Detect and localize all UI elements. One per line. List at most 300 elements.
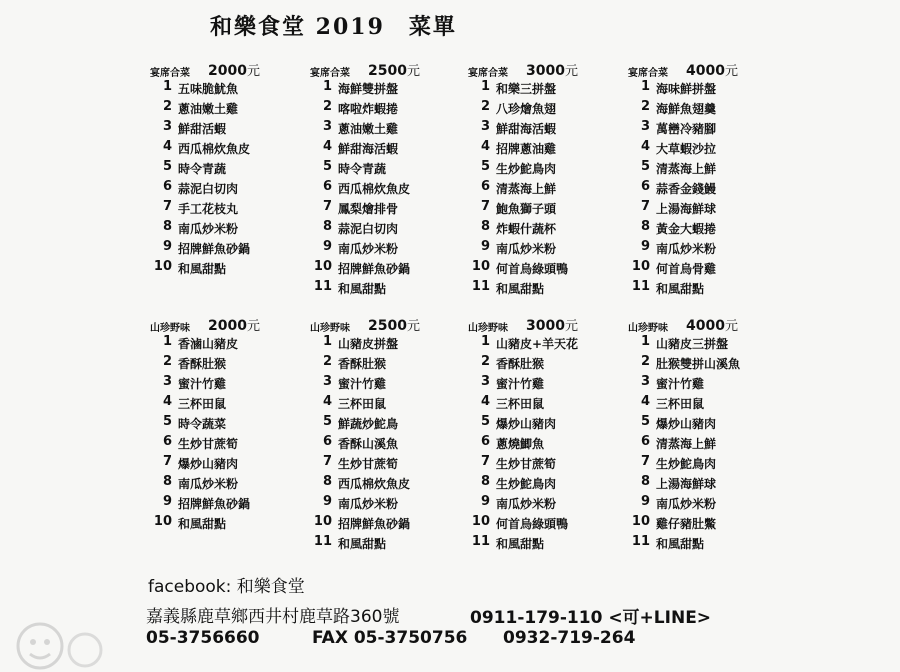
price-value: 2000 [208, 63, 247, 79]
dish-name: 生炒甘蔗筍 [338, 457, 399, 471]
dish-name: 西瓜棉炊魚皮 [178, 142, 251, 156]
item-number: 8 [322, 474, 332, 489]
column-header [310, 60, 480, 79]
price-unit: 元 [724, 64, 738, 79]
menu-item [150, 434, 320, 454]
menu-item [150, 474, 320, 494]
item-number: 8 [322, 219, 332, 234]
dish-name: 生炒鮀鳥肉 [656, 457, 717, 471]
item-number: 2 [322, 99, 332, 114]
menu-item [628, 414, 798, 434]
dish-name: 鮑魚獅子頭 [496, 202, 557, 216]
menu-item [468, 99, 638, 119]
dish-name: 爆炒山豬肉 [496, 417, 557, 431]
dish-name: 和風甜點 [178, 262, 227, 276]
menu-item [150, 494, 320, 514]
menu-item [310, 179, 480, 199]
item-number: 1 [162, 79, 172, 94]
menu-item [310, 199, 480, 219]
dish-name: 鮮甜海活蝦 [496, 122, 557, 136]
dish-name: 五味脆魷魚 [178, 82, 239, 96]
item-number: 3 [480, 119, 490, 134]
menu-item [310, 239, 480, 259]
item-number: 7 [162, 199, 172, 214]
menu-item [150, 79, 320, 99]
item-number: 4 [480, 139, 490, 154]
menu-item [628, 119, 798, 139]
item-number: 4 [480, 394, 490, 409]
menu-item [468, 374, 638, 394]
price-label [526, 315, 578, 334]
dish-name: 南瓜炒米粉 [656, 242, 717, 256]
menu-column [150, 60, 320, 279]
category-label: 宴席合菜 [150, 68, 190, 79]
dish-name: 蜜汁竹雞 [496, 377, 545, 391]
price-unit: 元 [406, 64, 420, 79]
menu-item [310, 354, 480, 374]
item-number: 2 [640, 99, 650, 114]
dish-name: 生炒甘蔗筍 [178, 437, 239, 451]
menu-item [310, 374, 480, 394]
menu-item [150, 514, 320, 534]
item-number: 2 [480, 99, 490, 114]
menu-item [150, 239, 320, 259]
dish-name: 鮮甜活蝦 [178, 122, 227, 136]
telephone: 05-3756660 [146, 628, 260, 648]
item-number: 9 [640, 239, 650, 254]
item-number: 2 [480, 354, 490, 369]
menu-column [468, 315, 638, 554]
menu-item [310, 99, 480, 119]
item-number: 6 [480, 434, 490, 449]
dish-name: 鮮甜海活蝦 [338, 142, 399, 156]
menu-item [628, 534, 798, 554]
item-number: 5 [640, 414, 650, 429]
dish-name: 山豬皮拼盤 [338, 337, 399, 351]
dish-name: 鳳梨燴排骨 [338, 202, 399, 216]
dish-name: 清蒸海上鮮 [656, 162, 717, 176]
item-number: 9 [162, 494, 172, 509]
dish-name: 南瓜炒米粉 [496, 497, 557, 511]
column-header [310, 315, 480, 334]
dish-name: 海鮮魚翅羹 [656, 102, 717, 116]
dish-name: 南瓜炒米粉 [338, 497, 399, 511]
menu-item [628, 219, 798, 239]
menu-item [628, 494, 798, 514]
item-number: 4 [640, 139, 650, 154]
item-number: 1 [480, 334, 490, 349]
dish-name: 蜜汁竹雞 [338, 377, 387, 391]
dish-name: 肚猴雙拼山溪魚 [656, 357, 741, 371]
column-header [628, 60, 798, 79]
item-number: 1 [162, 334, 172, 349]
column-header [150, 315, 320, 334]
dish-name: 黃金大蝦捲 [656, 222, 717, 236]
dish-name: 時令青蔬 [178, 162, 227, 176]
dish-name: 生炒甘蔗筍 [496, 457, 557, 471]
menu-item [628, 474, 798, 494]
item-number: 6 [480, 179, 490, 194]
dish-name: 八珍燴魚翅 [496, 102, 557, 116]
dish-name: 和風甜點 [656, 282, 705, 296]
item-number: 7 [640, 199, 650, 214]
menu-column [468, 60, 638, 299]
item-number: 11 [631, 534, 650, 549]
item-number: 2 [162, 99, 172, 114]
dish-name: 香酥肚猴 [178, 357, 227, 371]
dish-name: 香酥山溪魚 [338, 437, 399, 451]
item-number: 11 [471, 534, 490, 549]
dish-name: 南瓜炒米粉 [496, 242, 557, 256]
menu-item [150, 334, 320, 354]
item-number: 7 [640, 454, 650, 469]
item-number: 10 [153, 514, 172, 529]
item-number: 5 [162, 414, 172, 429]
dish-name: 蔥油嫩土雞 [338, 122, 399, 136]
item-number: 9 [480, 494, 490, 509]
dish-name: 何首烏綠頭鴨 [496, 262, 569, 276]
address: 嘉義縣鹿草鄉西井村鹿草路360號 [146, 607, 400, 627]
item-number: 5 [322, 414, 332, 429]
item-number: 3 [640, 374, 650, 389]
dish-name: 生炒鮀鳥肉 [496, 477, 557, 491]
phone-primary: 0911-179-110 <可+LINE> [470, 608, 712, 628]
menu-item [150, 454, 320, 474]
dish-name: 海味鮮拼盤 [656, 82, 717, 96]
dish-name: 和風甜點 [338, 282, 387, 296]
item-number: 4 [162, 394, 172, 409]
column-header [628, 315, 798, 334]
dish-name: 三杯田鼠 [656, 397, 705, 411]
item-number: 10 [631, 514, 650, 529]
dish-name: 清蒸海上鮮 [496, 182, 557, 196]
dish-name: 招牌鮮魚砂鍋 [178, 242, 251, 256]
dish-name: 山豬皮三拼盤 [656, 337, 729, 351]
menu-item [150, 179, 320, 199]
menu-item [468, 259, 638, 279]
menu-item [468, 334, 638, 354]
menu-item [310, 394, 480, 414]
menu-item [628, 99, 798, 119]
item-number: 2 [322, 354, 332, 369]
item-number: 3 [322, 119, 332, 134]
menu-item [150, 219, 320, 239]
dish-name: 招牌鮮魚砂鍋 [178, 497, 251, 511]
menu-item [468, 414, 638, 434]
price-label [368, 315, 420, 334]
dish-name: 上湯海鮮球 [656, 477, 717, 491]
menu-item [468, 119, 638, 139]
dish-name: 三杯田鼠 [338, 397, 387, 411]
item-number: 11 [471, 279, 490, 294]
dish-name: 時令蔬菜 [178, 417, 227, 431]
menu-item [310, 514, 480, 534]
item-number: 8 [640, 219, 650, 234]
price-unit: 元 [246, 319, 260, 334]
menu-item [310, 414, 480, 434]
category-label: 宴席合菜 [628, 68, 668, 79]
dish-name: 喀啦炸蝦捲 [338, 102, 399, 116]
dish-name: 三杯田鼠 [496, 397, 545, 411]
item-number: 7 [480, 454, 490, 469]
menu-title: 和樂食堂 2019 菜單 [210, 14, 457, 40]
menu-item [310, 534, 480, 554]
menu-item [310, 334, 480, 354]
dish-name: 南瓜炒米粉 [178, 222, 239, 236]
item-number: 3 [162, 119, 172, 134]
menu-column [628, 60, 798, 299]
item-number: 9 [322, 239, 332, 254]
dish-name: 爆炒山豬肉 [178, 457, 239, 471]
menu-item [628, 79, 798, 99]
item-number: 8 [162, 474, 172, 489]
item-number: 7 [480, 199, 490, 214]
menu-item [150, 374, 320, 394]
menu-item [150, 259, 320, 279]
price-label [526, 60, 578, 79]
item-number: 1 [322, 334, 332, 349]
dish-name: 三杯田鼠 [178, 397, 227, 411]
dish-name: 南瓜炒米粉 [178, 477, 239, 491]
item-number: 6 [162, 434, 172, 449]
dish-name: 蒜泥白切肉 [178, 182, 239, 196]
menu-item [468, 159, 638, 179]
menu-item [468, 354, 638, 374]
dish-name: 和風甜點 [496, 537, 545, 551]
dish-name: 何首烏綠頭鴨 [496, 517, 569, 531]
price-label [368, 60, 420, 79]
watermark-logo-icon [0, 606, 120, 672]
item-number: 5 [162, 159, 172, 174]
dish-name: 大草蝦沙拉 [656, 142, 717, 156]
phone-secondary: 0932-719-264 [503, 628, 636, 648]
menu-item [628, 434, 798, 454]
menu-item [150, 394, 320, 414]
menu-item [468, 179, 638, 199]
menu-item [468, 79, 638, 99]
dish-name: 蔥油嫩土雞 [178, 102, 239, 116]
item-number: 6 [640, 434, 650, 449]
menu-column [310, 315, 480, 554]
item-number: 7 [162, 454, 172, 469]
item-number: 5 [480, 414, 490, 429]
dish-name: 蔥燒鯽魚 [496, 437, 545, 451]
dish-name: 時令青蔬 [338, 162, 387, 176]
item-number: 11 [313, 279, 332, 294]
menu-item [150, 99, 320, 119]
menu-item [468, 219, 638, 239]
dish-name: 香酥肚猴 [496, 357, 545, 371]
menu-item [468, 494, 638, 514]
dish-name: 海鮮雙拼盤 [338, 82, 399, 96]
item-number: 5 [640, 159, 650, 174]
dish-name: 招牌鮮魚砂鍋 [338, 517, 411, 531]
menu-item [468, 199, 638, 219]
item-number: 2 [162, 354, 172, 369]
dish-name: 香酥肚猴 [338, 357, 387, 371]
dish-name: 何首烏骨雞 [656, 262, 717, 276]
menu-item [150, 354, 320, 374]
menu-item [628, 139, 798, 159]
column-header [150, 60, 320, 79]
menu-item [310, 434, 480, 454]
item-number: 4 [322, 394, 332, 409]
menu-item [150, 199, 320, 219]
item-number: 1 [322, 79, 332, 94]
item-number: 9 [162, 239, 172, 254]
dish-name: 蒜泥白切肉 [338, 222, 399, 236]
menu-item [150, 414, 320, 434]
menu-item [310, 474, 480, 494]
menu-item [468, 139, 638, 159]
item-number: 8 [640, 474, 650, 489]
item-number: 7 [322, 454, 332, 469]
item-number: 6 [162, 179, 172, 194]
menu-item [468, 534, 638, 554]
dish-name: 南瓜炒米粉 [656, 497, 717, 511]
price-value: 4000 [686, 63, 725, 79]
item-number: 6 [322, 179, 332, 194]
item-number: 4 [640, 394, 650, 409]
item-number: 3 [480, 374, 490, 389]
menu-item [628, 259, 798, 279]
menu-item [628, 514, 798, 534]
item-number: 10 [313, 514, 332, 529]
menu-column [628, 315, 798, 554]
item-number: 2 [640, 354, 650, 369]
price-unit: 元 [564, 64, 578, 79]
menu-item [310, 219, 480, 239]
category-label: 宴席合菜 [310, 68, 350, 79]
menu-item [310, 159, 480, 179]
item-number: 1 [640, 334, 650, 349]
price-value: 3000 [526, 318, 565, 334]
menu-item [628, 374, 798, 394]
item-number: 11 [631, 279, 650, 294]
dish-name: 手工花枝丸 [178, 202, 239, 216]
price-unit: 元 [724, 319, 738, 334]
price-unit: 元 [246, 64, 260, 79]
dish-name: 鮮蔬炒鮀鳥 [338, 417, 399, 431]
dish-name: 南瓜炒米粉 [338, 242, 399, 256]
menu-item [628, 334, 798, 354]
item-number: 10 [471, 259, 490, 274]
menu-item [468, 239, 638, 259]
dish-name: 西瓜棉炊魚皮 [338, 182, 411, 196]
price-label [208, 60, 260, 79]
item-number: 6 [640, 179, 650, 194]
menu-item [310, 79, 480, 99]
item-number: 10 [153, 259, 172, 274]
item-number: 9 [640, 494, 650, 509]
category-label: 山珍野味 [310, 323, 350, 334]
menu-item [468, 279, 638, 299]
dish-name: 炸蝦什蔬杯 [496, 222, 557, 236]
fax-number: FAX 05-3750756 [312, 628, 468, 648]
item-number: 10 [471, 514, 490, 529]
menu-item [310, 494, 480, 514]
item-number: 1 [480, 79, 490, 94]
column-header [468, 315, 638, 334]
dish-name: 西瓜棉炊魚皮 [338, 477, 411, 491]
dish-name: 和風甜點 [178, 517, 227, 531]
item-number: 7 [322, 199, 332, 214]
price-unit: 元 [564, 319, 578, 334]
item-number: 8 [480, 474, 490, 489]
menu-item [150, 119, 320, 139]
menu-item [628, 179, 798, 199]
dish-name: 香滷山豬皮 [178, 337, 239, 351]
item-number: 3 [162, 374, 172, 389]
category-label: 山珍野味 [468, 323, 508, 334]
dish-name: 爆炒山豬肉 [656, 417, 717, 431]
category-label: 山珍野味 [150, 323, 190, 334]
item-number: 8 [162, 219, 172, 234]
menu-item [628, 199, 798, 219]
dish-name: 雞仔豬肚鱉 [656, 517, 717, 531]
dish-name: 招牌蔥油雞 [496, 142, 557, 156]
dish-name: 蜜汁竹雞 [656, 377, 705, 391]
price-label [686, 60, 738, 79]
menu-item [628, 354, 798, 374]
menu-item [628, 239, 798, 259]
menu-item [468, 394, 638, 414]
dish-name: 和風甜點 [496, 282, 545, 296]
category-label: 宴席合菜 [468, 68, 508, 79]
price-value: 2000 [208, 318, 247, 334]
item-number: 1 [640, 79, 650, 94]
item-number: 9 [480, 239, 490, 254]
price-value: 2500 [368, 63, 407, 79]
menu-item [628, 159, 798, 179]
menu-item [468, 474, 638, 494]
dish-name: 山豬皮+羊天花 [496, 337, 579, 351]
item-number: 6 [322, 434, 332, 449]
menu-item [310, 119, 480, 139]
price-value: 3000 [526, 63, 565, 79]
price-value: 2500 [368, 318, 407, 334]
menu-item [628, 394, 798, 414]
item-number: 10 [313, 259, 332, 274]
item-number: 11 [313, 534, 332, 549]
item-number: 3 [322, 374, 332, 389]
item-number: 4 [322, 139, 332, 154]
menu-column [150, 315, 320, 534]
item-number: 9 [322, 494, 332, 509]
menu-item [628, 454, 798, 474]
menu-column [310, 60, 480, 299]
menu-item [310, 454, 480, 474]
menu-item [468, 454, 638, 474]
price-unit: 元 [406, 319, 420, 334]
dish-name: 萬巒冷豬腳 [656, 122, 717, 136]
column-header [468, 60, 638, 79]
item-number: 3 [640, 119, 650, 134]
price-label [686, 315, 738, 334]
dish-name: 蜜汁竹雞 [178, 377, 227, 391]
menu-item [150, 159, 320, 179]
dish-name: 招牌鮮魚砂鍋 [338, 262, 411, 276]
menu-item [150, 139, 320, 159]
dish-name: 和風甜點 [338, 537, 387, 551]
category-label: 山珍野味 [628, 323, 668, 334]
dish-name: 清蒸海上鮮 [656, 437, 717, 451]
item-number: 5 [322, 159, 332, 174]
dish-name: 蒜香金錢鰻 [656, 182, 717, 196]
dish-name: 上湯海鮮球 [656, 202, 717, 216]
price-value: 4000 [686, 318, 725, 334]
menu-item [310, 279, 480, 299]
